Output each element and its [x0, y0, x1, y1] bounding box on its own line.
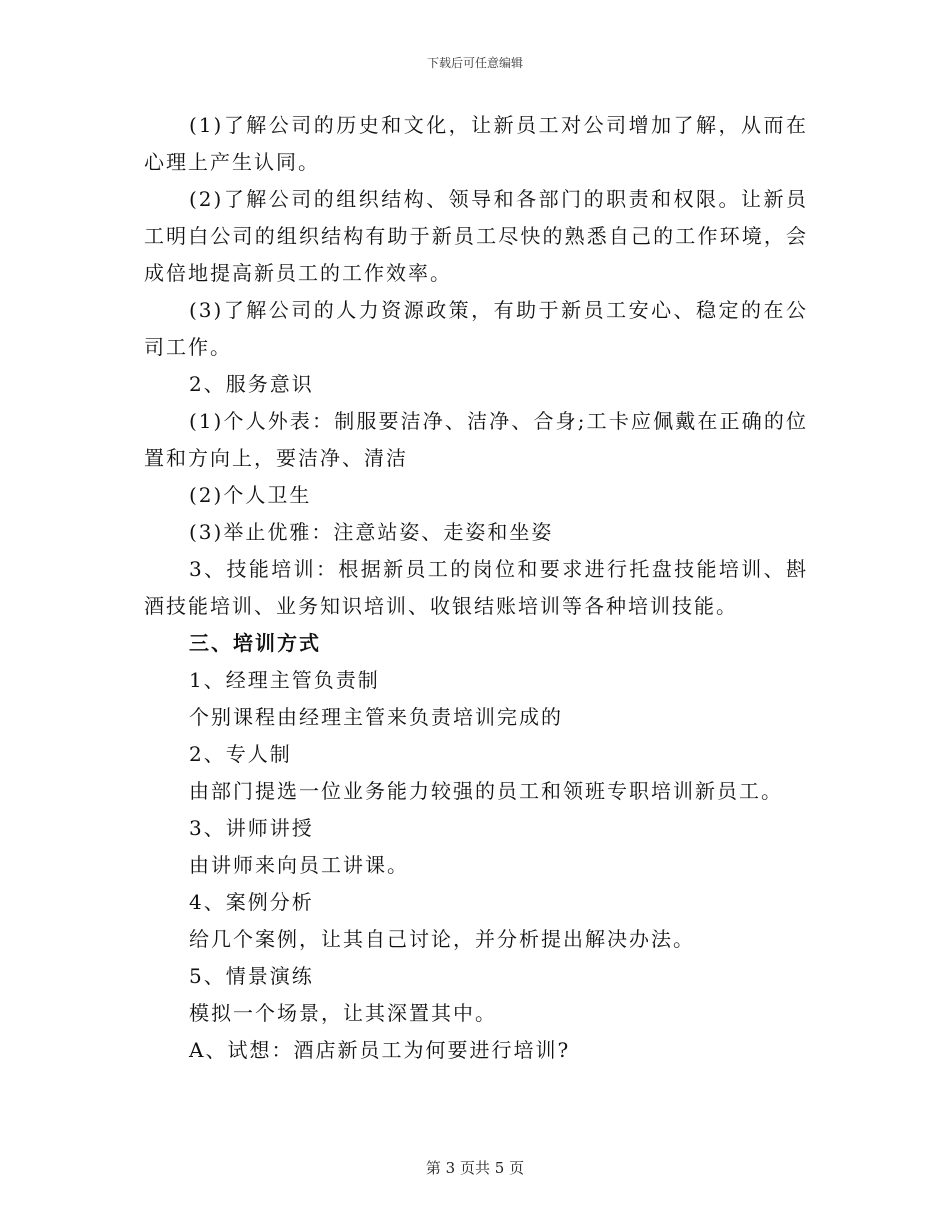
paragraph-hygiene: (2)个人卫生 [189, 483, 312, 507]
heading-case-study: 4、案例分析 [189, 890, 314, 914]
page-header: 下载后可任意编辑 [426, 56, 523, 70]
paragraph-manners: (3)举止优雅：注意站姿、走姿和坐姿 [189, 520, 554, 544]
paragraph-appearance: (1)个人外表：制服要洁净、洁净、合身;工卡应佩戴在正确的位置和方向上，要洁净、清洁 [144, 409, 808, 470]
section-heading-training-methods: 三、培训方式 [189, 631, 321, 655]
page-number-footer: 第 3 页共 5 页 [425, 1159, 525, 1177]
paragraph-learn-history: (1)了解公司的历史和文化，让新员工对公司增加了解，从而在心理上产生认同。 [144, 113, 808, 174]
paragraph-question: A、试想：酒店新员工为何要进行培训? [189, 1038, 571, 1062]
document-body [144, 107, 808, 1069]
paragraph-dedicated-trainer: 由部门提选一位业务能力较强的员工和领班专职培训新员工。 [189, 779, 783, 803]
paragraph-learn-structure: (2)了解公司的组织结构、领导和各部门的职责和权限。让新员工明白公司的组织结构有助于新员工尽快的熟悉自己的工作环境，会成倍地提高新员工的工作效率。 [144, 187, 808, 285]
paragraph-learn-hr-policy: (3)了解公司的人力资源政策，有助于新员工安心、稳定的在公司工作。 [144, 298, 808, 359]
heading-service-awareness: 2、服务意识 [189, 372, 314, 396]
heading-dedicated-trainer: 2、专人制 [189, 742, 292, 766]
paragraph-lecturer: 由讲师来向员工讲课。 [189, 853, 409, 877]
heading-manager-responsibility: 1、经理主管负责制 [189, 668, 380, 692]
heading-role-play: 5、情景演练 [189, 964, 314, 988]
paragraph-manager-responsibility: 个别课程由经理主管来负责培训完成的 [189, 705, 563, 729]
paragraph-case-study: 给几个案例，让其自己讨论，并分析提出解决办法。 [189, 927, 695, 951]
paragraph-role-play: 模拟一个场景，让其深置其中。 [189, 1001, 497, 1025]
paragraph-skill-training: 3、技能培训：根据新员工的岗位和要求进行托盘技能培训、斟酒技能培训、业务知识培训、收银结账培训等各种培训技能。 [144, 557, 808, 618]
heading-lecturer: 3、讲师讲授 [189, 816, 314, 840]
